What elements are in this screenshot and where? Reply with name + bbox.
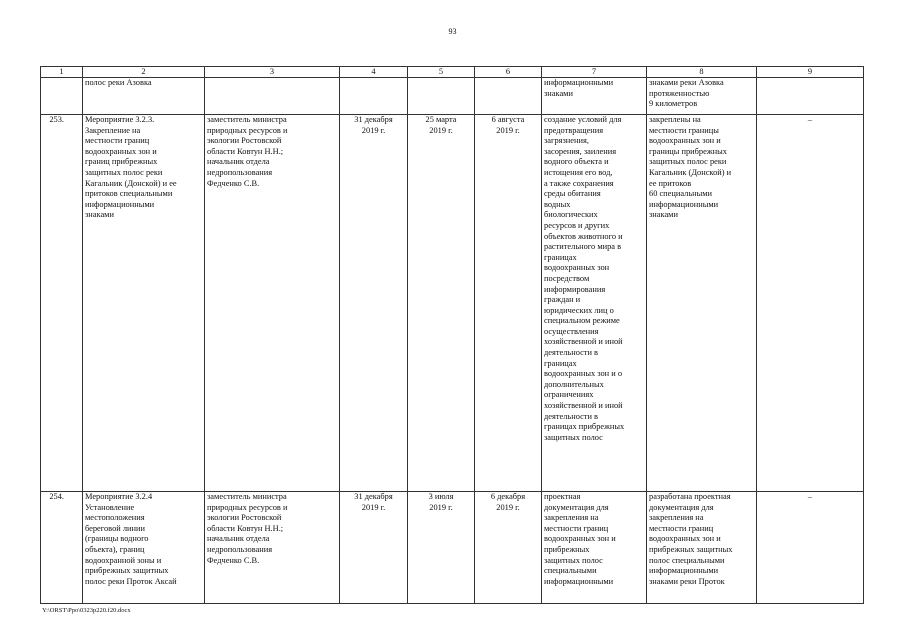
row-number: 254. (41, 492, 83, 604)
col-number-7: 7 (542, 67, 647, 78)
col-number-8: 8 (647, 67, 757, 78)
col-number-5: 5 (408, 67, 475, 78)
table-row-continued (41, 78, 864, 115)
table-row (41, 492, 864, 604)
cell-start-date: 3 июля 2019 г. (408, 492, 475, 604)
cell-outcome: разработана проектная документация для закрепления на местности границ водоохранных зон и прибрежных защитных полос специальными информационными знаками реки Проток (647, 492, 757, 604)
measures-table (40, 66, 864, 604)
cell-result: создание условий для предотвращения загрязнения, засорения, заиления водного объекта и истощения его вод, а также сохранения среды обитания водных биологических ресурсов и других объектов животного и растительного мира в границах водоохранных зон посредством информирования граждан и юридических лиц о специальном режиме осуществления хозяйственной и иной деятельности в границах водоохранных зон и о дополнительных ограничениях хозяйственной и иной деятельности в границах прибрежных защитных полос (542, 115, 647, 492)
cell-responsible: заместитель министра природных ресурсов и экологии Ростовской области Ковтун Н.Н.; начальник отдела недропользования Федченко С.В. (205, 492, 340, 604)
cell-measure: Мероприятие 3.2.3. Закрепление на местности границ водоохранных зон и границ прибрежных защитных полос реки Кагальник (Донской) и ее притоков специальными информационными знаками (83, 115, 205, 492)
col-number-4: 4 (340, 67, 408, 78)
cell-measure-cont: полос реки Азовка (83, 78, 205, 115)
cell-outcome: закреплены на местности границы водоохранных зон и границы прибрежных защитных полос реки Кагальник (Донской) и ее притоков 60 специальными информационными знаками (647, 115, 757, 492)
cell-end-date: 6 декабря 2019 г. (475, 492, 542, 604)
col-number-2: 2 (83, 67, 205, 78)
col-number-6: 6 (475, 67, 542, 78)
cell-result: проектная документация для закрепления на местности границ водоохранных зон и прибрежных защитных полос специальными информационными (542, 492, 647, 604)
column-number-header (41, 67, 864, 78)
col-number-3: 3 (205, 67, 340, 78)
cell-note: – (757, 115, 864, 492)
cell-deadline: 31 декабря 2019 г. (340, 492, 408, 604)
cell-start-date: 25 марта 2019 г. (408, 115, 475, 492)
cell-measure: Мероприятие 3.2.4 Установление местоположения береговой линии (границы водного объекта), границ водоохранной зоны и прибрежных защитных полос реки Проток Аксай (85, 492, 177, 586)
page-number: 93 (448, 27, 457, 36)
col-number-9: 9 (757, 67, 864, 78)
cell-deadline: 31 декабря 2019 г. (340, 115, 408, 492)
cell-result-cont: информационными знаками (542, 78, 647, 115)
table-row (41, 115, 864, 492)
cell-end-date: 6 августа 2019 г. (475, 115, 542, 492)
cell-outcome-cont: знаками реки Азовка протяженностью 9 километров (647, 78, 757, 115)
cell-note: – (757, 492, 864, 604)
col-number-1: 1 (41, 67, 83, 78)
row-number: 253. (41, 115, 83, 492)
file-path-footer: Y:\ORST\Ppo\0323p220.f20.docx (42, 607, 131, 614)
cell-responsible: заместитель министра природных ресурсов и экологии Ростовской области Ковтун Н.Н.; начальник отдела недропользования Федченко С.В. (205, 115, 340, 492)
